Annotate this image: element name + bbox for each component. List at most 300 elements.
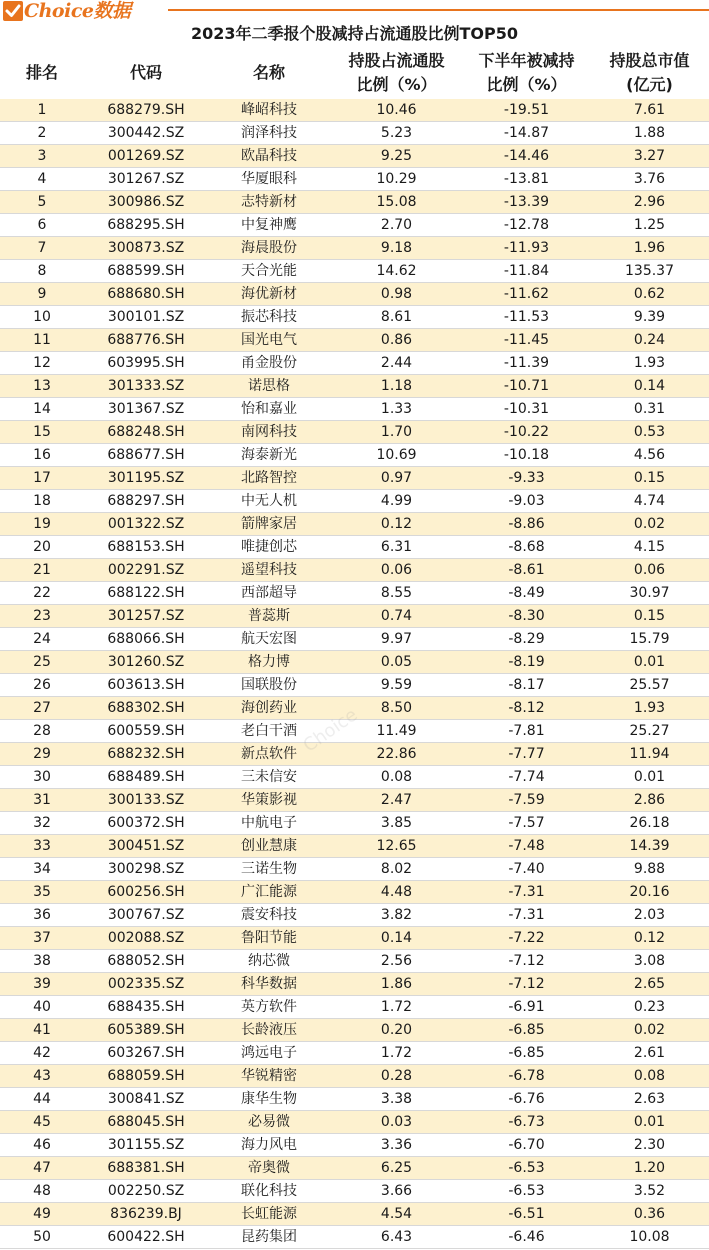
header-code <box>84 48 208 98</box>
cell-market-value: 9.39 <box>633 309 666 325</box>
cell-float-ratio: 2.56 <box>380 953 413 969</box>
table-row <box>0 1111 709 1134</box>
cell-rank: 18 <box>33 493 51 509</box>
cell-rank: 5 <box>37 194 47 210</box>
cell-float-ratio: 0.03 <box>380 1114 413 1130</box>
cell-reduction-ratio: -10.22 <box>503 424 550 440</box>
cell-code: 688122.SH <box>107 585 185 601</box>
cell-float-ratio: 14.62 <box>376 263 417 279</box>
cell-market-value: 1.96 <box>633 240 666 256</box>
cell-name: 遥望科技 <box>241 562 297 578</box>
cell-name: 甬金股份 <box>241 355 297 371</box>
cell-rank: 12 <box>33 355 51 371</box>
cell-float-ratio: 6.31 <box>380 539 413 555</box>
cell-market-value: 0.12 <box>633 930 666 946</box>
cell-float-ratio: 1.18 <box>380 378 413 394</box>
table-row <box>0 973 709 996</box>
table-row <box>0 1088 709 1111</box>
cell-code: 688599.SH <box>107 263 185 279</box>
cell-code: 301195.SZ <box>107 470 185 486</box>
cell-rank: 28 <box>33 723 51 739</box>
cell-name: 三未信安 <box>241 769 297 785</box>
table-row <box>0 1019 709 1042</box>
cell-code: 300442.SZ <box>107 125 185 141</box>
cell-float-ratio: 3.66 <box>380 1183 413 1199</box>
cell-market-value: 0.24 <box>633 332 666 348</box>
cell-name: 箭牌家居 <box>241 516 297 532</box>
header-market-value-line: (亿元) <box>626 75 673 94</box>
cell-code: 688153.SH <box>107 539 185 555</box>
cell-name: 诺思格 <box>248 378 290 394</box>
cell-float-ratio: 4.48 <box>380 884 413 900</box>
cell-rank: 17 <box>33 470 51 486</box>
cell-float-ratio: 0.74 <box>380 608 413 624</box>
cell-market-value: 2.03 <box>633 907 666 923</box>
cell-code: 002335.SZ <box>107 976 185 992</box>
cell-float-ratio: 2.70 <box>380 217 413 233</box>
table-row <box>0 996 709 1019</box>
cell-reduction-ratio: -6.91 <box>508 999 545 1015</box>
cell-market-value: 0.02 <box>633 1022 666 1038</box>
table-row <box>0 1134 709 1157</box>
cell-name: 中航电子 <box>241 815 297 831</box>
table-row <box>0 743 709 766</box>
table-row <box>0 881 709 904</box>
cell-reduction-ratio: -8.19 <box>508 654 545 670</box>
cell-reduction-ratio: -7.12 <box>508 976 545 992</box>
cell-rank: 2 <box>37 125 47 141</box>
cell-rank: 29 <box>33 746 51 762</box>
cell-reduction-ratio: -7.22 <box>508 930 545 946</box>
cell-code: 300986.SZ <box>107 194 185 210</box>
header-market-value-line: 持股总市值 <box>609 51 690 70</box>
cell-code: 688052.SH <box>107 953 185 969</box>
cell-market-value: 26.18 <box>629 815 670 831</box>
cell-market-value: 4.56 <box>633 447 666 463</box>
cell-rank: 14 <box>33 401 51 417</box>
cell-code: 002291.SZ <box>107 562 185 578</box>
cell-float-ratio: 8.02 <box>380 861 413 877</box>
cell-name: 华策影视 <box>241 792 297 808</box>
cell-rank: 38 <box>33 953 51 969</box>
cell-rank: 40 <box>33 999 51 1015</box>
cell-rank: 8 <box>37 263 47 279</box>
cell-rank: 6 <box>37 217 47 233</box>
cell-float-ratio: 3.85 <box>380 815 413 831</box>
cell-reduction-ratio: -11.84 <box>503 263 550 279</box>
cell-float-ratio: 0.97 <box>380 470 413 486</box>
cell-float-ratio: 0.98 <box>380 286 413 302</box>
cell-float-ratio: 12.65 <box>376 838 417 854</box>
cell-code: 605389.SH <box>107 1022 185 1038</box>
cell-float-ratio: 1.70 <box>380 424 413 440</box>
cell-reduction-ratio: -6.76 <box>508 1091 545 1107</box>
cell-market-value: 3.76 <box>633 171 666 187</box>
cell-code: 300101.SZ <box>107 309 185 325</box>
cell-code: 688066.SH <box>107 631 185 647</box>
cell-float-ratio: 10.29 <box>376 171 417 187</box>
table-header <box>0 48 709 98</box>
cell-market-value: 9.88 <box>633 861 666 877</box>
table-row <box>0 904 709 927</box>
cell-rank: 25 <box>33 654 51 670</box>
cell-float-ratio: 11.49 <box>376 723 417 739</box>
table-row <box>0 628 709 651</box>
cell-code: 301260.SZ <box>107 654 185 670</box>
cell-name: 南网科技 <box>241 424 297 440</box>
cell-market-value: 0.36 <box>633 1206 666 1222</box>
cell-name: 纳芯微 <box>248 953 290 969</box>
cell-market-value: 2.61 <box>633 1045 666 1061</box>
cell-rank: 32 <box>33 815 51 831</box>
table-row <box>0 1226 709 1249</box>
cell-market-value: 3.52 <box>633 1183 666 1199</box>
header-float-ratio <box>330 48 463 98</box>
cell-code: 600559.SH <box>107 723 185 739</box>
cell-float-ratio: 22.86 <box>376 746 417 762</box>
cell-name: 老白干酒 <box>241 723 297 739</box>
table-row <box>0 398 709 421</box>
cell-rank: 31 <box>33 792 51 808</box>
cell-code: 300451.SZ <box>107 838 185 854</box>
table-row <box>0 99 709 122</box>
cell-market-value: 1.25 <box>633 217 666 233</box>
cell-reduction-ratio: -14.46 <box>503 148 550 164</box>
cell-market-value: 2.96 <box>633 194 666 210</box>
cell-reduction-ratio: -7.31 <box>508 884 545 900</box>
cell-market-value: 25.27 <box>629 723 670 739</box>
cell-name: 海创药业 <box>241 700 297 716</box>
cell-market-value: 30.97 <box>629 585 670 601</box>
cell-market-value: 20.16 <box>629 884 670 900</box>
cell-market-value: 4.74 <box>633 493 666 509</box>
cell-name: 北路智控 <box>241 470 297 486</box>
cell-rank: 36 <box>33 907 51 923</box>
header-name <box>208 48 330 98</box>
checkmark-icon <box>3 1 23 21</box>
cell-market-value: 0.01 <box>633 654 666 670</box>
cell-reduction-ratio: -11.53 <box>503 309 550 325</box>
cell-market-value: 0.15 <box>633 608 666 624</box>
cell-market-value: 135.37 <box>625 263 674 279</box>
table-row <box>0 559 709 582</box>
cell-name: 广汇能源 <box>241 884 297 900</box>
cell-float-ratio: 9.97 <box>380 631 413 647</box>
header-reduction-ratio <box>463 48 590 98</box>
cell-code: 002250.SZ <box>107 1183 185 1199</box>
table-row <box>0 1157 709 1180</box>
header-float-ratio-line: 持股占流通股 <box>348 51 445 70</box>
cell-name: 天合光能 <box>241 263 297 279</box>
cell-reduction-ratio: -8.12 <box>508 700 545 716</box>
cell-market-value: 0.14 <box>633 378 666 394</box>
table-row <box>0 421 709 444</box>
cell-reduction-ratio: -13.39 <box>503 194 550 210</box>
cell-rank: 45 <box>33 1114 51 1130</box>
cell-reduction-ratio: -6.53 <box>508 1183 545 1199</box>
cell-float-ratio: 9.25 <box>380 148 413 164</box>
table-row <box>0 789 709 812</box>
cell-name: 长龄液压 <box>241 1022 297 1038</box>
table-row <box>0 329 709 352</box>
header-float-ratio-line: 比例（%） <box>356 75 437 94</box>
table-row <box>0 1042 709 1065</box>
cell-rank: 26 <box>33 677 51 693</box>
cell-code: 688295.SH <box>107 217 185 233</box>
cell-code: 603995.SH <box>107 355 185 371</box>
cell-float-ratio: 0.08 <box>380 769 413 785</box>
cell-code: 600256.SH <box>107 884 185 900</box>
cell-rank: 10 <box>33 309 51 325</box>
cell-code: 688248.SH <box>107 424 185 440</box>
table-row <box>0 375 709 398</box>
cell-reduction-ratio: -6.46 <box>508 1229 545 1245</box>
cell-float-ratio: 0.14 <box>380 930 413 946</box>
cell-code: 688232.SH <box>107 746 185 762</box>
cell-code: 688489.SH <box>107 769 185 785</box>
cell-name: 英方软件 <box>241 999 297 1015</box>
cell-code: 603613.SH <box>107 677 185 693</box>
cell-rank: 41 <box>33 1022 51 1038</box>
table-row <box>0 283 709 306</box>
header-reduction-ratio-line: 比例（%） <box>486 75 567 94</box>
table-row <box>0 536 709 559</box>
cell-market-value: 2.86 <box>633 792 666 808</box>
cell-rank: 4 <box>37 171 47 187</box>
cell-name: 震安科技 <box>241 907 297 923</box>
cell-float-ratio: 0.06 <box>380 562 413 578</box>
cell-market-value: 0.01 <box>633 769 666 785</box>
table-row <box>0 1065 709 1088</box>
cell-name: 鸿远电子 <box>241 1045 297 1061</box>
brand-name: Choice数据 <box>24 0 131 22</box>
cell-float-ratio: 1.72 <box>380 1045 413 1061</box>
table-row <box>0 927 709 950</box>
table-row <box>0 260 709 283</box>
cell-float-ratio: 1.86 <box>380 976 413 992</box>
cell-reduction-ratio: -7.77 <box>508 746 545 762</box>
cell-name: 华锐精密 <box>241 1068 297 1084</box>
cell-code: 001269.SZ <box>107 148 185 164</box>
cell-name: 创业慧康 <box>241 838 297 854</box>
table-title: 2023年二季报个股减持占流通股比例TOP50 <box>190 24 519 43</box>
table-body <box>0 99 709 1249</box>
table-row <box>0 513 709 536</box>
cell-market-value: 2.63 <box>633 1091 666 1107</box>
cell-name: 海优新材 <box>241 286 297 302</box>
table-row <box>0 168 709 191</box>
cell-market-value: 0.08 <box>633 1068 666 1084</box>
cell-code: 301257.SZ <box>107 608 185 624</box>
cell-rank: 15 <box>33 424 51 440</box>
cell-code: 688297.SH <box>107 493 185 509</box>
cell-reduction-ratio: -6.85 <box>508 1045 545 1061</box>
cell-market-value: 0.62 <box>633 286 666 302</box>
cell-name: 鲁阳节能 <box>241 930 297 946</box>
cell-rank: 16 <box>33 447 51 463</box>
cell-float-ratio: 10.46 <box>376 102 417 118</box>
cell-rank: 49 <box>33 1206 51 1222</box>
cell-code: 688680.SH <box>107 286 185 302</box>
table-row <box>0 582 709 605</box>
cell-market-value: 25.57 <box>629 677 670 693</box>
cell-market-value: 1.93 <box>633 355 666 371</box>
cell-market-value: 0.31 <box>633 401 666 417</box>
cell-rank: 27 <box>33 700 51 716</box>
cell-market-value: 0.53 <box>633 424 666 440</box>
cell-code: 300133.SZ <box>107 792 185 808</box>
cell-market-value: 1.20 <box>633 1160 666 1176</box>
table-row <box>0 122 709 145</box>
cell-reduction-ratio: -11.93 <box>503 240 550 256</box>
cell-name: 康华生物 <box>241 1091 297 1107</box>
table-row <box>0 835 709 858</box>
cell-code: 301367.SZ <box>107 401 185 417</box>
table-row <box>0 858 709 881</box>
cell-name: 西部超导 <box>241 585 297 601</box>
cell-reduction-ratio: -7.74 <box>508 769 545 785</box>
cell-reduction-ratio: -7.57 <box>508 815 545 831</box>
cell-float-ratio: 9.18 <box>380 240 413 256</box>
cell-market-value: 0.02 <box>633 516 666 532</box>
cell-name: 欧晶科技 <box>241 148 297 164</box>
cell-reduction-ratio: -10.31 <box>503 401 550 417</box>
cell-market-value: 4.15 <box>633 539 666 555</box>
cell-reduction-ratio: -11.45 <box>503 332 550 348</box>
cell-reduction-ratio: -6.73 <box>508 1114 545 1130</box>
cell-rank: 35 <box>33 884 51 900</box>
cell-float-ratio: 9.59 <box>380 677 413 693</box>
cell-float-ratio: 0.12 <box>380 516 413 532</box>
table-row <box>0 444 709 467</box>
cell-float-ratio: 1.33 <box>380 401 413 417</box>
cell-reduction-ratio: -6.53 <box>508 1160 545 1176</box>
cell-reduction-ratio: -10.18 <box>503 447 550 463</box>
cell-reduction-ratio: -13.81 <box>503 171 550 187</box>
cell-rank: 34 <box>33 861 51 877</box>
header-divider <box>168 9 709 11</box>
cell-code: 300767.SZ <box>107 907 185 923</box>
cell-reduction-ratio: -8.68 <box>508 539 545 555</box>
cell-reduction-ratio: -8.86 <box>508 516 545 532</box>
cell-reduction-ratio: -10.71 <box>503 378 550 394</box>
cell-code: 603267.SH <box>107 1045 185 1061</box>
header-market-value <box>590 48 709 98</box>
cell-reduction-ratio: -8.61 <box>508 562 545 578</box>
cell-float-ratio: 8.61 <box>380 309 413 325</box>
cell-code: 001322.SZ <box>107 516 185 532</box>
cell-reduction-ratio: -7.81 <box>508 723 545 739</box>
cell-market-value: 0.01 <box>633 1114 666 1130</box>
cell-float-ratio: 2.44 <box>380 355 413 371</box>
brand-header <box>0 0 709 22</box>
cell-reduction-ratio: -7.48 <box>508 838 545 854</box>
cell-rank: 13 <box>33 378 51 394</box>
table-row <box>0 306 709 329</box>
cell-float-ratio: 3.82 <box>380 907 413 923</box>
cell-name: 海力风电 <box>241 1137 297 1153</box>
cell-rank: 11 <box>33 332 51 348</box>
cell-rank: 21 <box>33 562 51 578</box>
cell-float-ratio: 15.08 <box>376 194 417 210</box>
table-row <box>0 1203 709 1226</box>
cell-float-ratio: 0.20 <box>380 1022 413 1038</box>
cell-market-value: 2.30 <box>633 1137 666 1153</box>
table-row <box>0 352 709 375</box>
cell-name: 昆药集团 <box>241 1229 297 1245</box>
header-reduction-ratio-line: 下半年被减持 <box>478 51 575 70</box>
cell-rank: 19 <box>33 516 51 532</box>
table-row <box>0 605 709 628</box>
cell-code: 301155.SZ <box>107 1137 185 1153</box>
watermark: Choice <box>299 704 362 757</box>
cell-reduction-ratio: -8.49 <box>508 585 545 601</box>
cell-code: 688302.SH <box>107 700 185 716</box>
cell-reduction-ratio: -19.51 <box>503 102 550 118</box>
cell-rank: 7 <box>37 240 47 256</box>
cell-name: 怡和嘉业 <box>241 401 297 417</box>
cell-market-value: 1.93 <box>633 700 666 716</box>
cell-code: 600372.SH <box>107 815 185 831</box>
cell-name: 帝奥微 <box>248 1160 290 1176</box>
table-row <box>0 720 709 743</box>
cell-name: 国光电气 <box>241 332 297 348</box>
table-row <box>0 145 709 168</box>
cell-market-value: 10.08 <box>629 1229 670 1245</box>
cell-rank: 42 <box>33 1045 51 1061</box>
cell-float-ratio: 4.54 <box>380 1206 413 1222</box>
cell-float-ratio: 6.25 <box>380 1160 413 1176</box>
table-row <box>0 651 709 674</box>
cell-code: 688381.SH <box>107 1160 185 1176</box>
cell-code: 301267.SZ <box>107 171 185 187</box>
cell-rank: 24 <box>33 631 51 647</box>
cell-code: 002088.SZ <box>107 930 185 946</box>
cell-name: 长虹能源 <box>241 1206 297 1222</box>
table-row <box>0 697 709 720</box>
cell-rank: 3 <box>37 148 47 164</box>
cell-market-value: 2.65 <box>633 976 666 992</box>
table-row <box>0 237 709 260</box>
cell-float-ratio: 2.47 <box>380 792 413 808</box>
cell-name: 航天宏图 <box>241 631 297 647</box>
cell-rank: 47 <box>33 1160 51 1176</box>
cell-name: 科华数据 <box>241 976 297 992</box>
cell-float-ratio: 3.38 <box>380 1091 413 1107</box>
cell-rank: 43 <box>33 1068 51 1084</box>
cell-name: 普蕊斯 <box>248 608 290 624</box>
header-name-line: 名称 <box>252 63 285 82</box>
cell-code: 688279.SH <box>107 102 185 118</box>
cell-code: 688435.SH <box>107 999 185 1015</box>
cell-market-value: 3.27 <box>633 148 666 164</box>
cell-rank: 37 <box>33 930 51 946</box>
table-row <box>0 766 709 789</box>
cell-name: 中复神鹰 <box>241 217 297 233</box>
cell-reduction-ratio: -6.70 <box>508 1137 545 1153</box>
cell-reduction-ratio: -12.78 <box>503 217 550 233</box>
cell-name: 必易微 <box>248 1114 290 1130</box>
cell-reduction-ratio: -8.17 <box>508 677 545 693</box>
cell-reduction-ratio: -9.33 <box>508 470 545 486</box>
cell-market-value: 0.15 <box>633 470 666 486</box>
cell-rank: 20 <box>33 539 51 555</box>
table-row <box>0 467 709 490</box>
cell-rank: 44 <box>33 1091 51 1107</box>
cell-name: 国联股份 <box>241 677 297 693</box>
cell-float-ratio: 4.99 <box>380 493 413 509</box>
cell-reduction-ratio: -8.29 <box>508 631 545 647</box>
